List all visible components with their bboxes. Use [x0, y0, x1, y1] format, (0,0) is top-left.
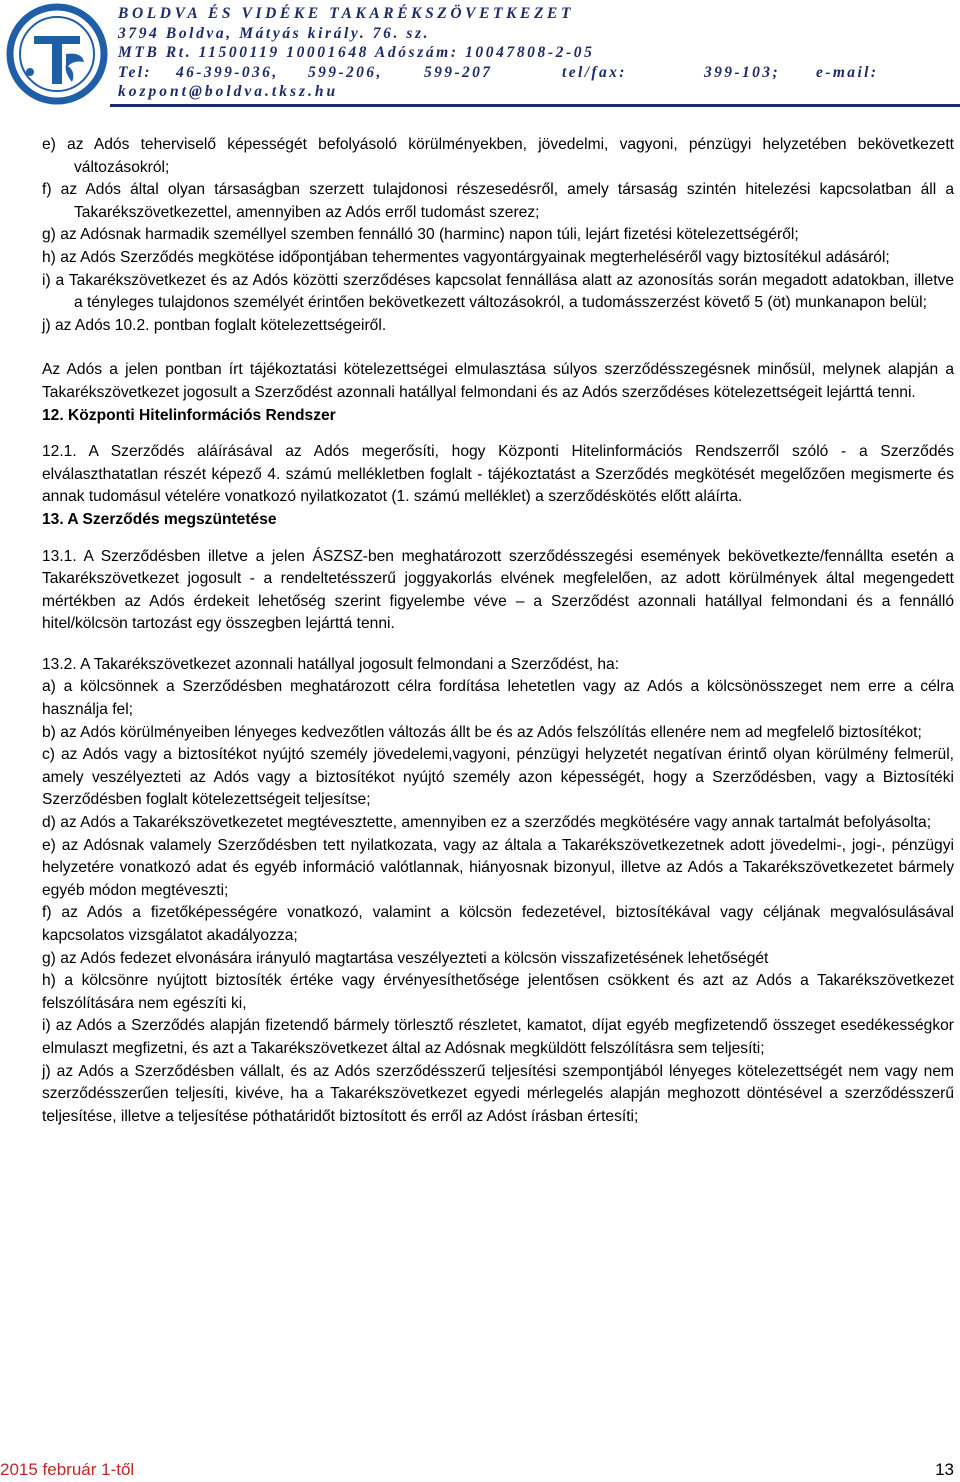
bank-address: 3794 Boldva, Mátyás király. 76. sz.	[118, 24, 431, 42]
phone-number-3: 599-207	[424, 63, 493, 81]
list-item: i) a Takarékszövetkezet és az Adós közötti szerződéses kapcsolat fennállása alatt az azonosítás során megadott adatokban, illetve a tényleges tulajdonos személyét érintően bekövetkezett változásokról, a tudomásszerzést követő 5 (öt) munkanapon belül;	[42, 271, 954, 312]
paragraph-13-1: 13.1. A Szerződésben illetve a jelen ÁSZSZ-ben meghatározott szerződésszegési események bekövetkezte/fennállta esetén a Takarékszövetkezet jogosult - a rendeltetésszerű joggyakorlás elvének megfelelően, az adott körülmények által megengedett mértékben az Adós érdekeit lehetőség szerint figyelembe véve – a Szerződést azonnali hatállyal felmondani és a fennálló hitel/kölcsön tartozást egy összegben lejárttá tenni.	[42, 547, 954, 633]
letterhead-header	[0, 0, 960, 112]
breach-paragraph: Az Adós a jelen pontban írt tájékoztatási kötelezettségei elmulasztása súlyos szerződésszegésnek minősül, melynek alapján a Takarékszövetkezet jogosult a Szerződést azonnali hatállyal felmondani és az Adós szerződéses kötelezettségeit lejárttá tenni.	[42, 361, 954, 401]
header-divider	[110, 104, 960, 107]
email-label: e-mail:	[816, 63, 879, 81]
letterhead-text	[118, 4, 960, 102]
list-item: e) az Adós teherviselő képességét befolyásoló körülményekben, jövedelmi, vagyoni, pénzügyi helyzetében bekövetkezett változásokról;	[42, 136, 954, 176]
list-item: i) az Adós a Szerződés alapján fizetendő bármely törlesztő részletet, kamatot, díjat egyéb megfizetendő összeget esedékességkor elmulaszt megfizetni, és azt a Takarékszövetkezet által az Adósnak megküldött felszólításra sem teljesíti;	[42, 1017, 954, 1057]
section-heading-12: 12. Központi Hitelinformációs Rendszer	[42, 406, 336, 424]
list-item: e) az Adósnak valamely Szerződésben tett nyilatkozata, vagy az általa a Takarékszövetkezetnek adott jövedelmi-, jogi-, pénzügyi helyzetére vonatkozó adat és egyéb információ valótlannak, hiányosnak bizonyul, illetve az Adós a Takarékszövetkezetet bármely egyéb módon megtéveszti;	[42, 836, 954, 899]
bank-email: kozpont@boldva.tksz.hu	[118, 83, 339, 100]
list-item: h) az Adós Szerződés megkötése időpontjában tehermentes vagyontárgyainak megterheléséről vagy biztosítékul adásáról;	[42, 248, 890, 266]
document-body	[42, 134, 954, 1128]
phone-label: Tel:	[118, 63, 152, 81]
bank-name: BOLDVA ÉS VIDÉKE TAKARÉKSZÖVETKEZET	[118, 5, 575, 22]
list-item: d) az Adós a Takarékszövetkezetet megtévesztette, amennyiben ez a szerződés megkötésére vagy annak tartalmát befolyásolta;	[42, 814, 932, 832]
bank-phone-line	[118, 63, 960, 83]
fax-label: tel/fax:	[562, 63, 627, 81]
phone-number-2: 599-206,	[308, 63, 383, 81]
footer-page-number: 13	[935, 1460, 954, 1479]
section-heading-13: 13. A Szerződés megszüntetése	[42, 510, 277, 528]
list-item: j) az Adós 10.2. pontban foglalt kötelezettségeiről.	[42, 316, 387, 334]
phone-number-1: 46-399-036,	[176, 63, 279, 81]
list-item: c) az Adós vagy a biztosítékot nyújtó személy jövedelemi,vagyoni, pénzügyi helyzetét negatívan érintő olyan körülmény felmerül, amely veszélyezteti az Adós vagy a biztosítékot nyújtó személy azon képességét, hogy a Szerződésben, vagy a Biztosítéki Szerződésben foglalt kötelezettségeit teljesítse;	[42, 746, 954, 809]
list-item: h) a kölcsönre nyújtott biztosíték értéke vagy érvényesíthetősége jelentősen csökkent és azt az Adós a Takarékszövetkezet felszólítására nem egészíti ki,	[42, 972, 954, 1012]
list-item: f) az Adós a fizetőképességére vonatkozó, valamint a kölcsön fedezetével, biztosítékával vagy céljának megvalósulásával kapcsolatos vizsgálatot akadályozza;	[42, 904, 954, 944]
list-item: j) az Adós a Szerződésben vállalt, és az Adós szerződésszerű teljesítési szempontjából lényeges kötelezettségét nem vagy nem szerződésszerűen teljesíti, kivéve, ha a Takarékszövetkezet egyedi mérlegelés alapján meghozott döntésével a szerződésszerű teljesítése, illetve a teljesítése póthatáridőt biztosított és erről az Adóst írásban értesíti;	[42, 1062, 954, 1125]
cooperative-logo-icon	[4, 2, 110, 106]
paragraph-13-2: 13.2. A Takarékszövetkezet azonnali hatállyal jogosult felmondani a Szerződést, ha:	[42, 655, 620, 673]
list-item: g) az Adósnak harmadik személlyel szemben fennálló 30 (harminc) napon túli, lejárt fizetési kötelezettségéről;	[42, 226, 799, 244]
paragraph-12-1: 12.1. A Szerződés aláírásával az Adós megerősíti, hogy Központi Hitelinformációs Rendszerről szóló - a Szerződés elválaszthatatlan részét képező 4. számú mellékletben foglalt - tájékoztatást a Szerződés megkötését megelőzően megismerte és annak tudomásul vételére vonatkozó nyilatkozatot (1. számú melléklet) a szerződéskötés előtt aláírta.	[42, 443, 954, 506]
list-item: b) az Adós körülményeiben lényeges kedvezőtlen változás állt be és az Adós felszólítás ellenére nem ad megfelelő biztosítékot;	[42, 723, 922, 741]
bank-account-tax-id: MTB Rt. 11500119 10001648 Adószám: 10047808-2-05	[118, 44, 595, 61]
list-item: f) az Adós által olyan társaságban szerzett tulajdonosi részesedésről, amely társaság szintén hitelezési kapcsolatban áll a Takarékszövetkezettel, amennyiben az Adós erről tudomást szerez;	[42, 181, 954, 221]
footer-effective-date: 2015 február 1-től	[0, 1460, 135, 1479]
list-item: a) a kölcsönnek a Szerződésben meghatározott célra fordítása lehetetlen vagy az Adós a kölcsönösszeget nem erre a célra használja fel;	[42, 678, 954, 719]
list-item: g) az Adós fedezet elvonására irányuló magtartása veszélyezteti a kölcsön visszafizetésének lehetőségét	[42, 949, 769, 967]
fax-number: 399-103;	[704, 63, 781, 81]
